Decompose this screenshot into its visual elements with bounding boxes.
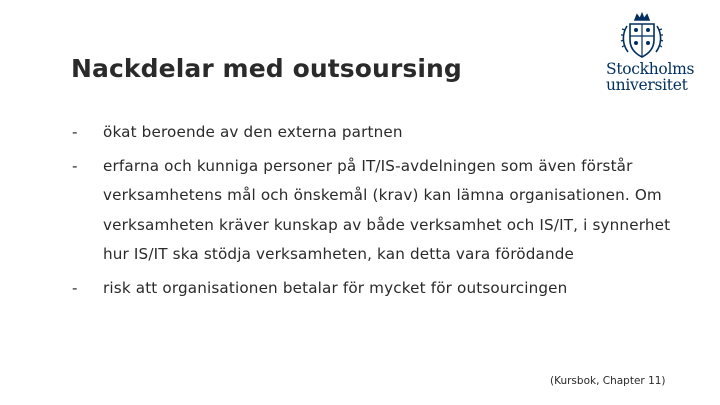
bullet-list [72, 118, 712, 307]
logo-text-line2: universitet [606, 76, 688, 94]
bullet-marker: - [72, 278, 78, 297]
bullet-item [72, 274, 712, 304]
bullet-text: ökat beroende av den externa partnen [103, 123, 403, 141]
bullet-item [72, 118, 712, 148]
bullet-text: erfarna och kunniga personer på IT/IS-avdelningen som även förstår [103, 156, 633, 175]
university-logo [606, 12, 695, 98]
bullet-text: hur IS/IT ska stödja verksamheten, kan detta vara förödande [103, 245, 575, 263]
bullet-text: verksamhetens mål och önskemål (krav) kan lämna organisationen. Om [103, 186, 662, 204]
logo-text-line1: Stockholms [606, 60, 695, 78]
university-seal-icon [618, 12, 666, 62]
bullet-text: risk att organisationen betalar för mycket för outsourcingen [103, 278, 568, 297]
slide-title: Nackdelar med outsoursing [71, 54, 462, 83]
bullet-item [72, 152, 712, 270]
bullet-text: verksamheten kräver kunskap av både verksamhet och IS/IT, i synnerhet [103, 215, 671, 234]
citation: (Kursbok, Chapter 11) [550, 375, 666, 387]
bullet-marker: - [72, 123, 78, 141]
bullet-marker: - [72, 156, 78, 175]
